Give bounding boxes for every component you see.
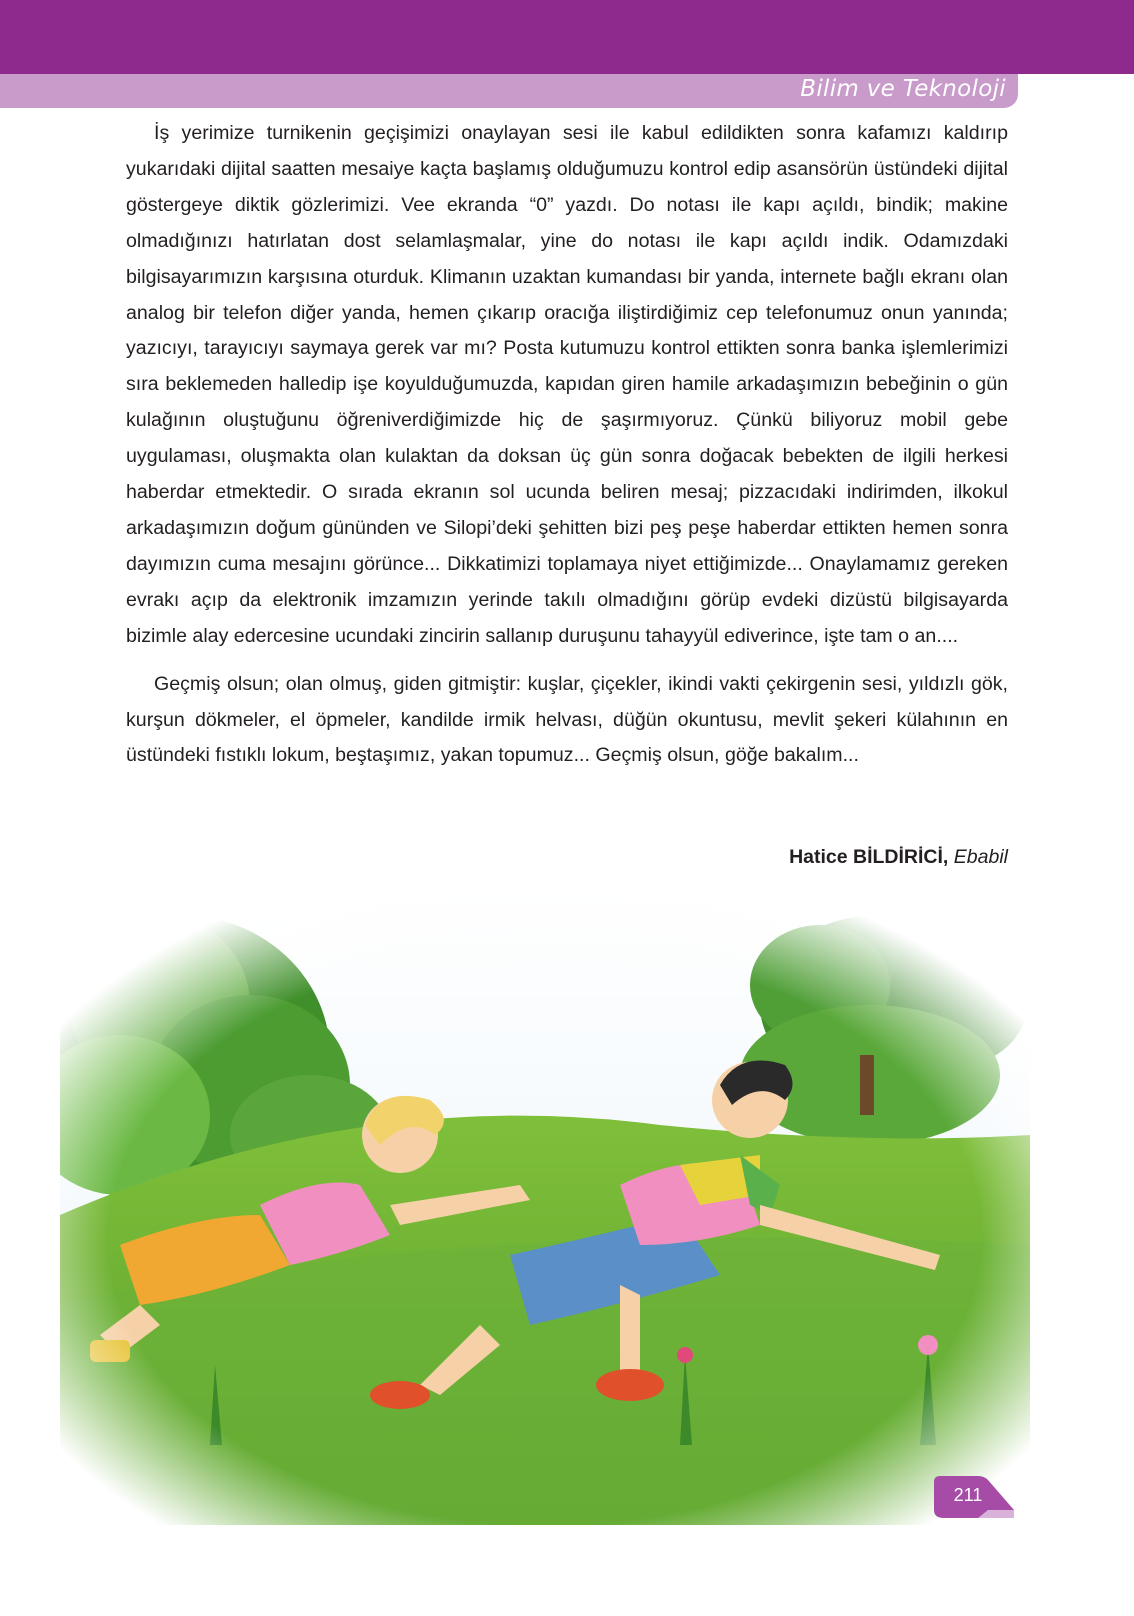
article-paragraph: Geçmiş olsun; olan olmuş, giden gitmiştir: kuşlar, çiçekler, ikindi vakti çekirgenin sesi, yıldızlı gök, kurşun dökmeler, el öpmeler, kandilde irmik helvası, düğün okuntusu, mevlit şekeri külahının en üstündeki fıstıklı lokum, beştaşımız, yakan topumuz... Geçmiş olsun, göğe bakalım... (126, 672, 1008, 767)
author-credit (789, 846, 1008, 869)
author-name: Hatice BİLDİRİCİ, (789, 846, 949, 868)
article-paragraph: İş yerimize turnikenin geçişimizi onaylayan sesi ile kabul edildikten sonra kafamızı kaldırıp yukarıdaki dijital saatten mesaiye kaçta başlamış olduğumuzu kontrol edip asansörün üstündeki dijital göstergeye diktik gözlerimizi. Vee ekranda “0” yazdı. Do notası ile kapı açıldı, bindik; makine olmadığınızı hatırlatan dost selamlaşmalar, yine do notası ile kapı açıldı indik. Odamızdaki bilgisayarımızın karşısına oturduk. Klimanın uzaktan kumandası bir yanda, internete bağlı ekranı olan analog bir telefon diğer yanda, hemen çıkarıp oracığa iliştirdiğimiz cep telefonumuz onun yanında; yazıcıyı, tarayıcıyı saymaya gerek var mı? Posta kutumuzu kontrol ettikten sonra banka işlemlerimizi sıra beklemeden halledip işe koyulduğumuzda, kapıdan giren hamile arkadaşımızın bebeğinin o gün kulağının oluştuğunu öğreniverdiğimizde hiç de şaşırmıyoruz. Çünkü biliyoruz mobil gebe uygulaması, oluşmakta olan kulaktan da doksan üç gün sonra doğacak bebekten de ilgili herkesi haberdar etmektedir. O sırada ekranın sol ucunda beliren mesaj; pizzacıdaki indirimden, ilkokul arkadaşımızın doğum gününden ve Silopi’deki şehitten bizi peş peşe haberdar ettikten hemen sonra dayımızın cuma mesajını görünce... Dikkatimizi toplamaya niyet ettiğimizde... Onaylamamız gereken evrakı açıp da elektronik imzamızın yerinde takılı olmadığını görüp evdeki dizüstü bilgisayarda bizimle alay edercesine ucundaki zincirin sallanıp duruşunu tahayyül ediverince, işte tam o an.... (126, 122, 1008, 647)
article-body (126, 116, 1008, 774)
two-boys-lying-on-grass-illustration (60, 885, 1030, 1525)
header-band (0, 0, 1134, 74)
page-number: 211 (953, 1485, 983, 1505)
section-band (0, 74, 1018, 108)
author-work: Ebabil (953, 846, 1008, 868)
section-title: Bilim ve Teknoloji (800, 76, 1006, 102)
